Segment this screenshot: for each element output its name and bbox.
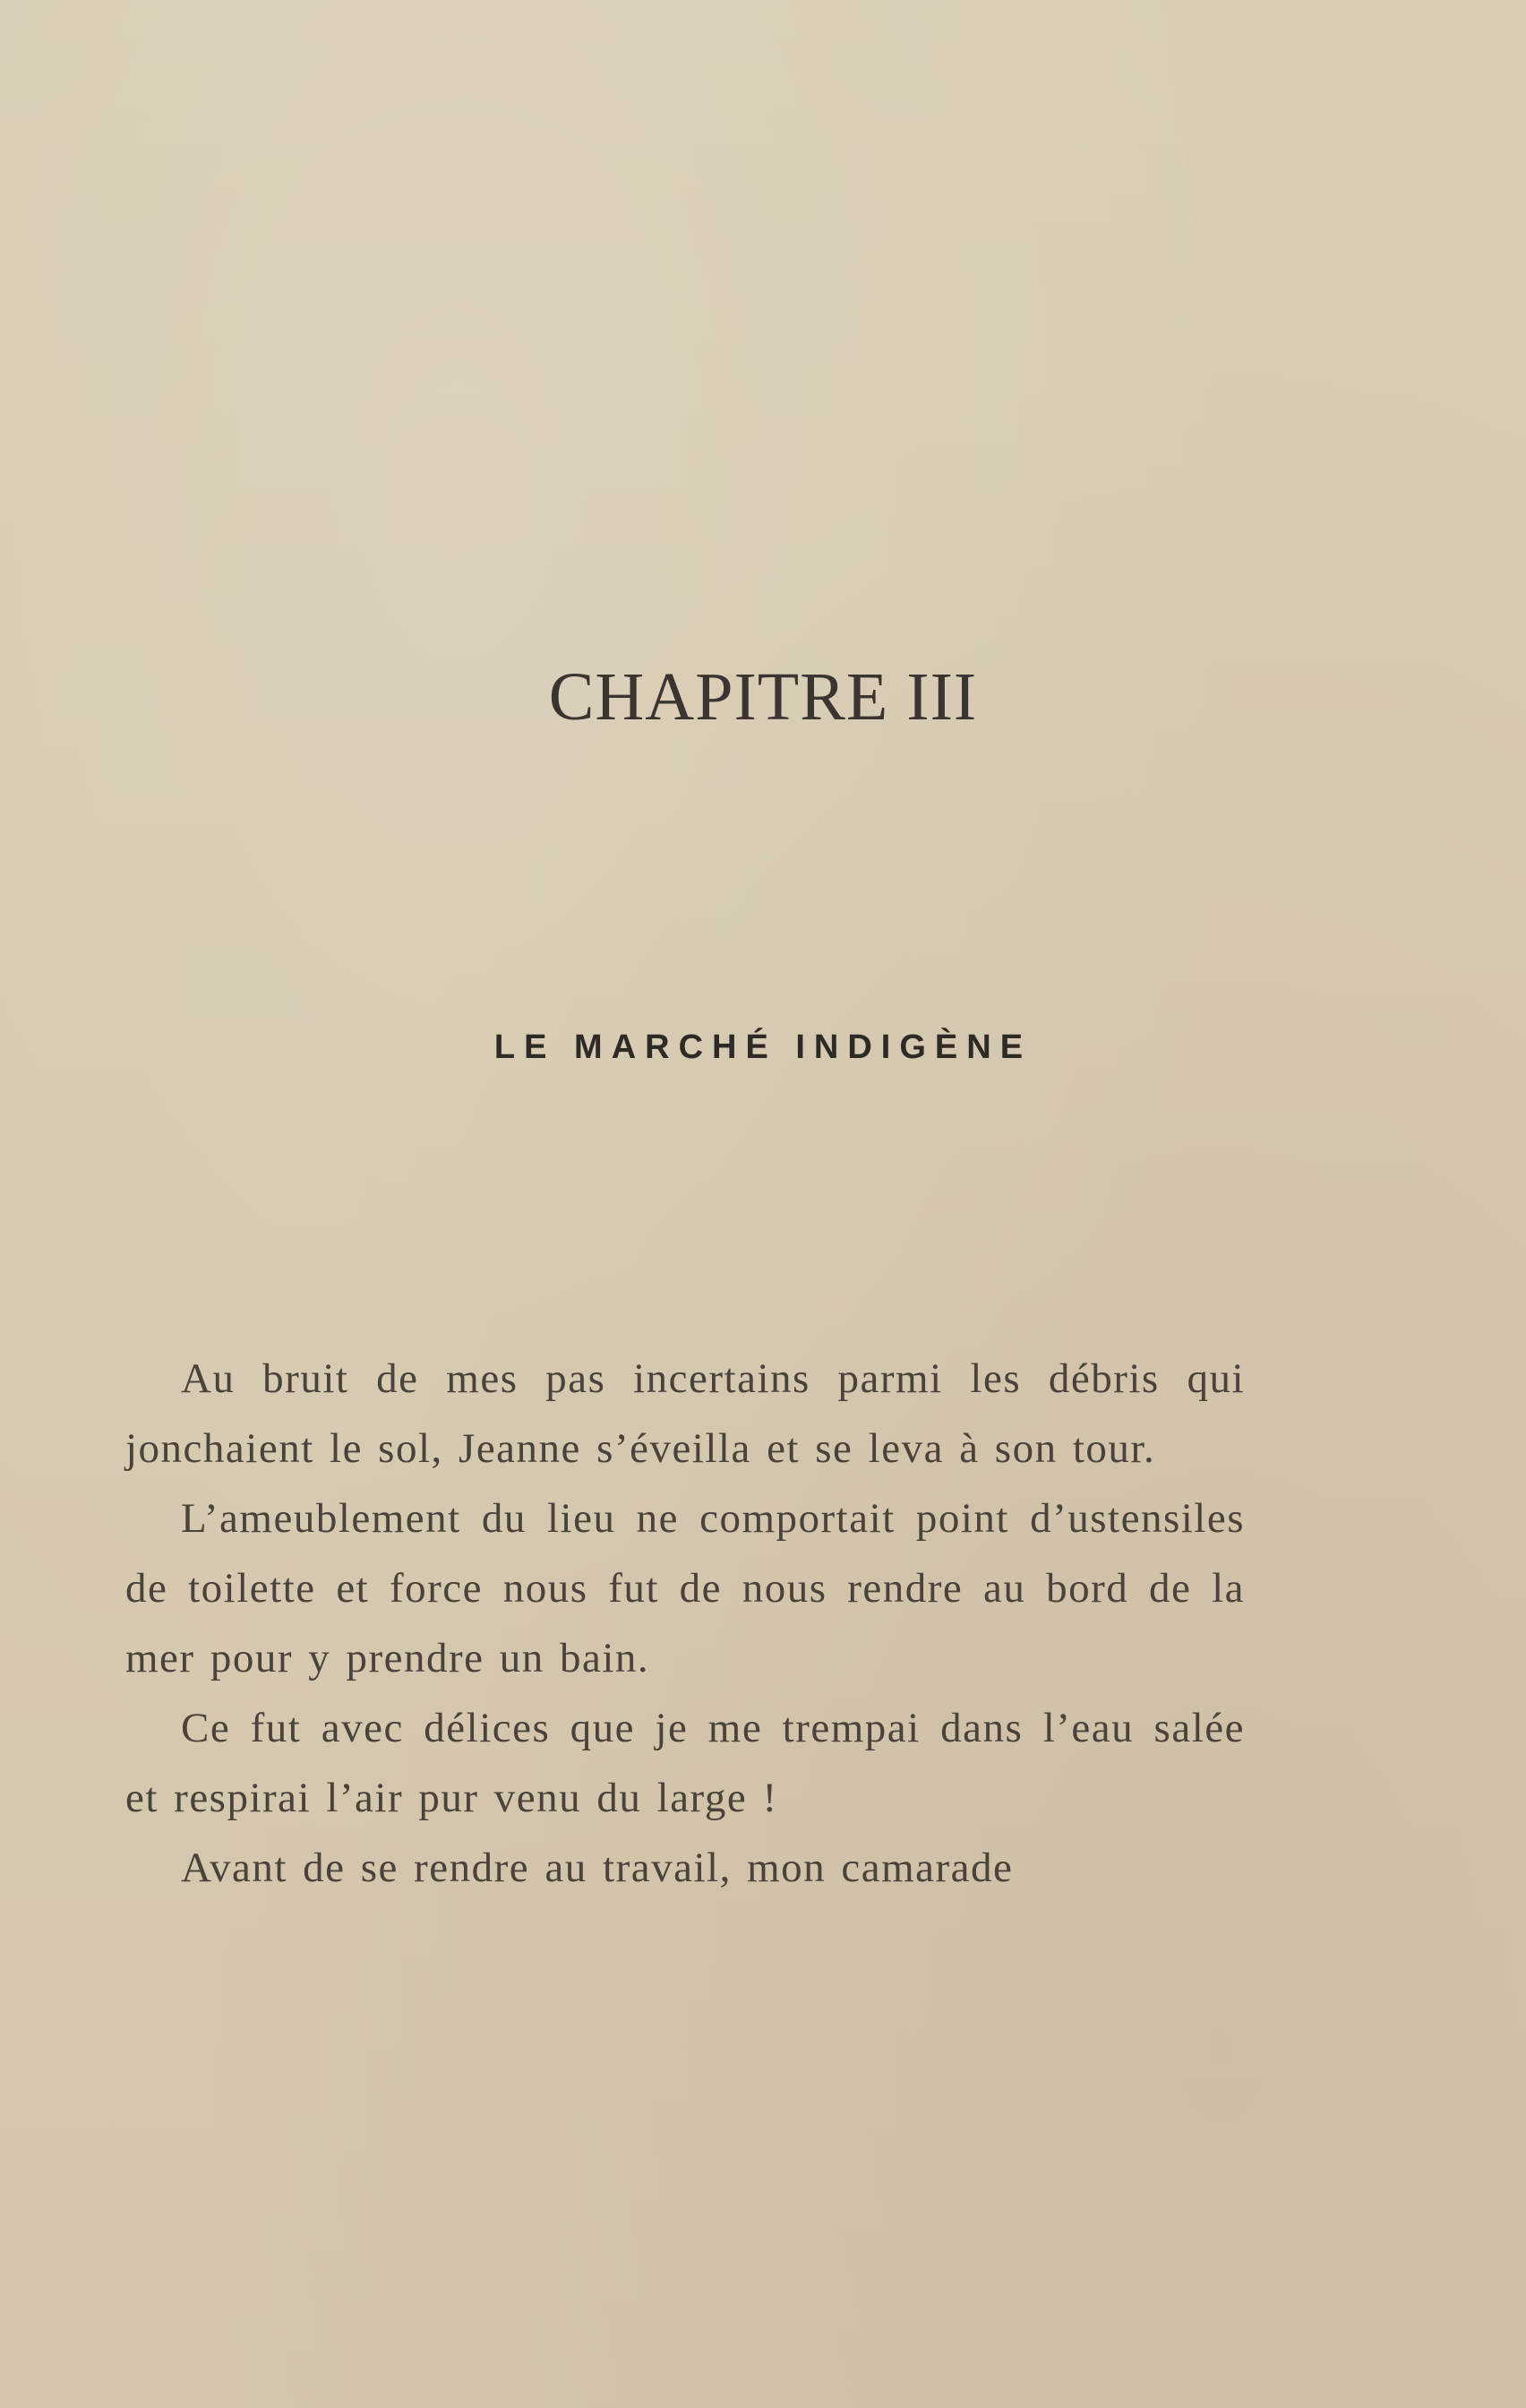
paragraph-4: Avant de se rendre au travail, mon camarade xyxy=(181,1845,1014,1891)
paragraph-1: Au bruit de mes pas incertains parmi les débris qui jonchaient le sol, Jeanne s’éveilla et se leva à son tour. xyxy=(125,1355,1245,1472)
section-title: LE MARCHÉ INDIGÈNE xyxy=(493,1028,1033,1066)
body-text xyxy=(125,1344,1245,1903)
paragraph-2: L’ameublement du lieu ne comportait point d’ustensiles de toilette et force nous fut de nous rendre au bord de la mer pour y prendre un bain. xyxy=(125,1495,1245,1681)
paragraph-3: Ce fut avec délices que je me trempai dans l’eau salée et respirai l’air pur venu du large ! xyxy=(125,1705,1245,1821)
chapter-title: CHAPITRE III xyxy=(548,659,978,735)
